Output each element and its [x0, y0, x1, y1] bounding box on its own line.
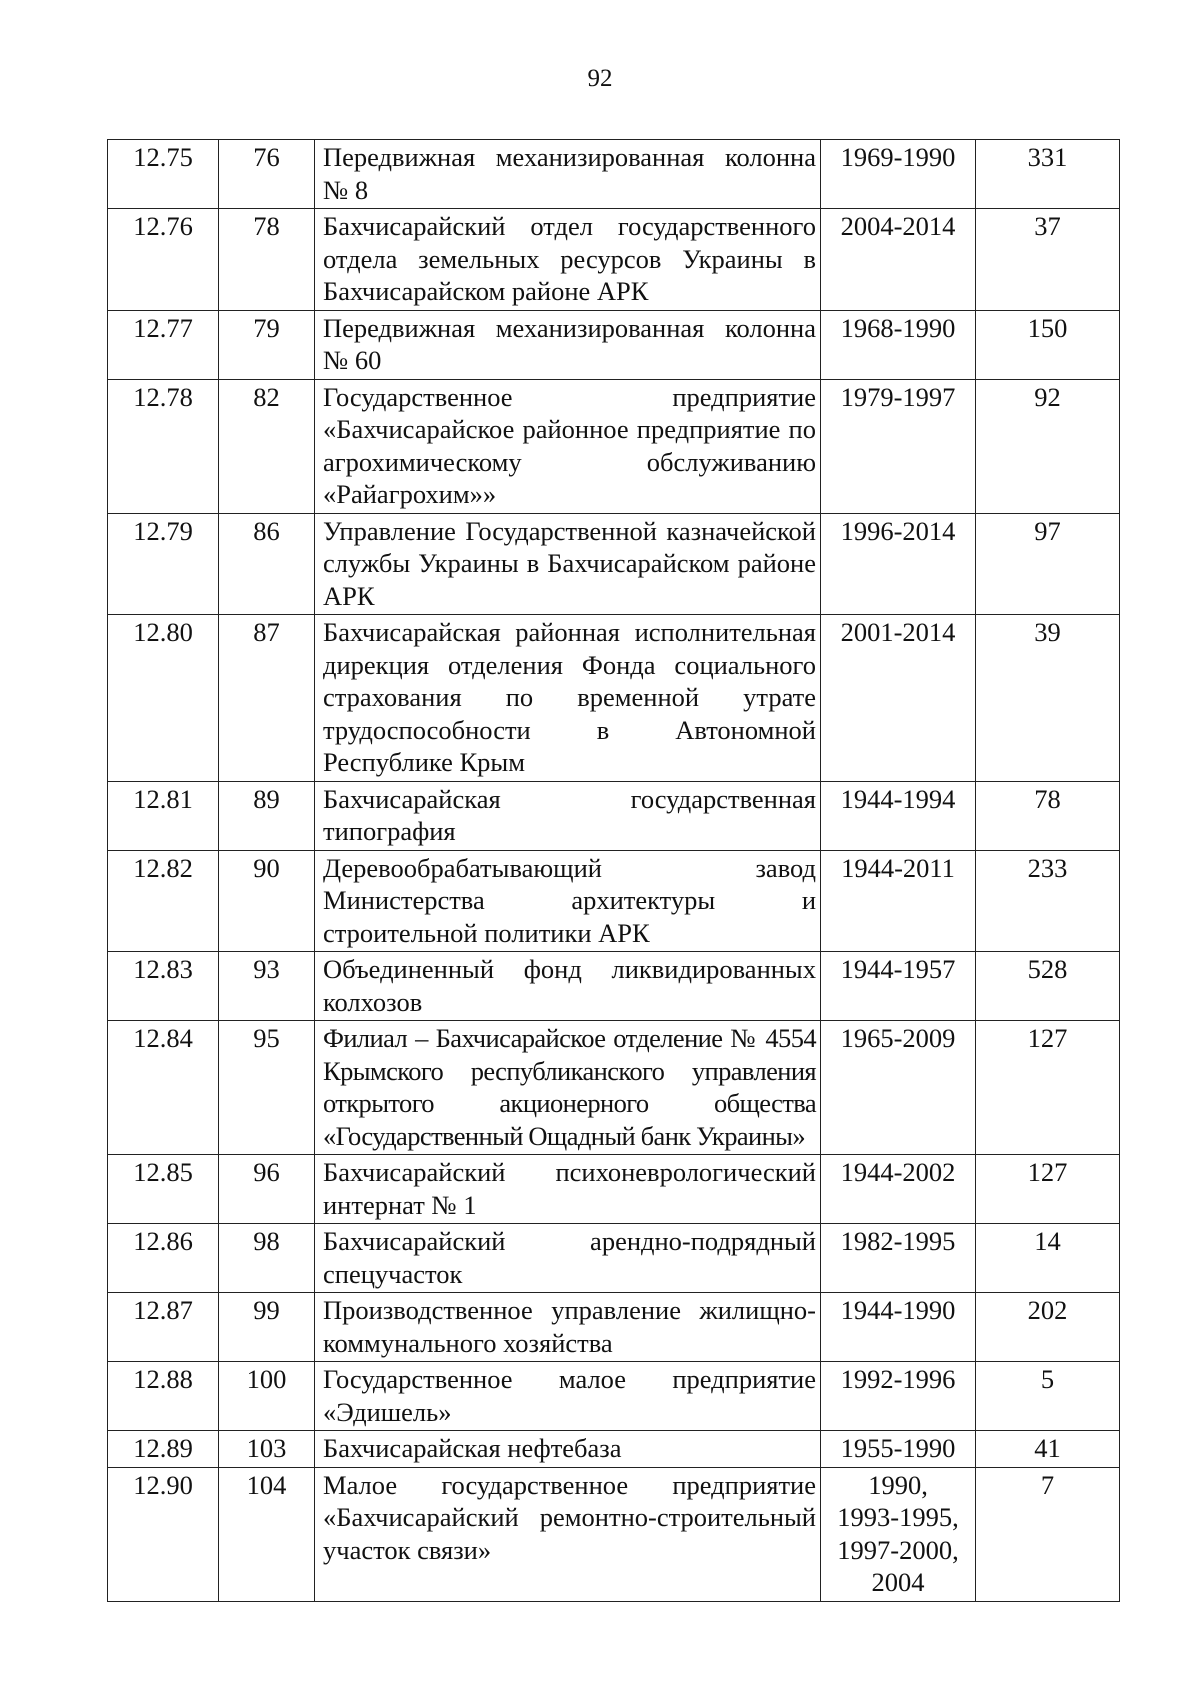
- file-count-cell: 127: [976, 1155, 1120, 1224]
- fund-name-cell: Бахчисарайский арендно-подрядный спецучасток: [315, 1224, 821, 1293]
- table-row: [108, 209, 1120, 311]
- fund-number-cell: 104: [219, 1467, 315, 1601]
- row-number-cell: 12.81: [108, 781, 219, 850]
- fund-number-cell: 89: [219, 781, 315, 850]
- fund-name-cell: Бахчисарайская нефтебаза: [315, 1431, 821, 1468]
- row-number-cell: 12.86: [108, 1224, 219, 1293]
- table-row: [108, 513, 1120, 615]
- fund-number-cell: 86: [219, 513, 315, 615]
- fund-number-cell: 87: [219, 615, 315, 782]
- fund-number-cell: 103: [219, 1431, 315, 1468]
- file-count-cell: 5: [976, 1362, 1120, 1431]
- date-range-cell: 2001-2014: [821, 615, 976, 782]
- file-count-cell: 202: [976, 1293, 1120, 1362]
- table-row: [108, 310, 1120, 379]
- fund-name-cell: Передвижная механизированная колонна № 8: [315, 140, 821, 209]
- file-count-cell: 37: [976, 209, 1120, 311]
- row-number-cell: 12.84: [108, 1021, 219, 1155]
- table-row: [108, 781, 1120, 850]
- fund-name-cell: Бахчисарайская государственная типография: [315, 781, 821, 850]
- page-number: 92: [587, 65, 613, 92]
- date-range-cell: 1944-2011: [821, 850, 976, 952]
- row-number-cell: 12.88: [108, 1362, 219, 1431]
- fund-number-cell: 78: [219, 209, 315, 311]
- date-range-cell: 1965-2009: [821, 1021, 976, 1155]
- row-number-cell: 12.75: [108, 140, 219, 209]
- table-row: [108, 1021, 1120, 1155]
- date-range-cell: 1968-1990: [821, 310, 976, 379]
- fund-number-cell: 96: [219, 1155, 315, 1224]
- date-range-cell: 1982-1995: [821, 1224, 976, 1293]
- date-range-cell: 1955-1990: [821, 1431, 976, 1468]
- file-count-cell: 41: [976, 1431, 1120, 1468]
- fund-name-cell: Бахчисарайский психоневрологический интернат № 1: [315, 1155, 821, 1224]
- table-row: [108, 1431, 1120, 1468]
- file-count-cell: 39: [976, 615, 1120, 782]
- row-number-cell: 12.80: [108, 615, 219, 782]
- fund-name-cell: Производственное управление жилищно-коммунального хозяйства: [315, 1293, 821, 1362]
- fund-number-cell: 90: [219, 850, 315, 952]
- fund-name-cell: Бахчисарайский отдел государственного отдела земельных ресурсов Украины в Бахчисарайском районе АРК: [315, 209, 821, 311]
- file-count-cell: 78: [976, 781, 1120, 850]
- table-row: [108, 850, 1120, 952]
- row-number-cell: 12.85: [108, 1155, 219, 1224]
- fund-name-cell: Деревообрабатывающий завод Министерства архитектуры и строительной политики АРК: [315, 850, 821, 952]
- file-count-cell: 528: [976, 952, 1120, 1021]
- row-number-cell: 12.83: [108, 952, 219, 1021]
- file-count-cell: 92: [976, 379, 1120, 513]
- date-range-cell: 1990, 1993-1995, 1997-2000, 2004: [821, 1467, 976, 1601]
- archive-funds-table: [107, 139, 1120, 1602]
- fund-number-cell: 93: [219, 952, 315, 1021]
- row-number-cell: 12.79: [108, 513, 219, 615]
- fund-name-cell: Малое государственное предприятие «Бахчисарайский ремонтно-строительный участок связи»: [315, 1467, 821, 1601]
- table-row: [108, 1155, 1120, 1224]
- date-range-cell: 1996-2014: [821, 513, 976, 615]
- file-count-cell: 150: [976, 310, 1120, 379]
- table-body: [108, 140, 1120, 1602]
- table-row: [108, 140, 1120, 209]
- table-row: [108, 1467, 1120, 1601]
- date-range-cell: 2004-2014: [821, 209, 976, 311]
- file-count-cell: 7: [976, 1467, 1120, 1601]
- table-row: [108, 1362, 1120, 1431]
- fund-number-cell: 82: [219, 379, 315, 513]
- file-count-cell: 331: [976, 140, 1120, 209]
- row-number-cell: 12.78: [108, 379, 219, 513]
- file-count-cell: 97: [976, 513, 1120, 615]
- fund-name-cell: Государственное предприятие «Бахчисарайское районное предприятие по агрохимическому обслуживанию «Райагрохим»»: [315, 379, 821, 513]
- fund-number-cell: 98: [219, 1224, 315, 1293]
- row-number-cell: 12.82: [108, 850, 219, 952]
- fund-name-cell: Объединенный фонд ликвидированных колхозов: [315, 952, 821, 1021]
- date-range-cell: 1944-1990: [821, 1293, 976, 1362]
- fund-number-cell: 95: [219, 1021, 315, 1155]
- fund-number-cell: 79: [219, 310, 315, 379]
- date-range-cell: 1979-1997: [821, 379, 976, 513]
- fund-name-cell: Бахчисарайская районная исполнительная дирекция отделения Фонда социального страхования по временной утрате трудоспособности в Автономной Республике Крым: [315, 615, 821, 782]
- fund-number-cell: 76: [219, 140, 315, 209]
- fund-name-cell: Филиал – Бахчисарайское отделение № 4554 Крымского республиканского управления открытого акционерного общества «Государственный Ощадный банк Украины»: [315, 1021, 821, 1155]
- table-row: [108, 1224, 1120, 1293]
- row-number-cell: 12.87: [108, 1293, 219, 1362]
- fund-number-cell: 100: [219, 1362, 315, 1431]
- table-row: [108, 379, 1120, 513]
- row-number-cell: 12.77: [108, 310, 219, 379]
- table-row: [108, 1293, 1120, 1362]
- row-number-cell: 12.89: [108, 1431, 219, 1468]
- date-range-cell: 1992-1996: [821, 1362, 976, 1431]
- table-row: [108, 615, 1120, 782]
- file-count-cell: 127: [976, 1021, 1120, 1155]
- date-range-cell: 1944-2002: [821, 1155, 976, 1224]
- row-number-cell: 12.76: [108, 209, 219, 311]
- date-range-cell: 1944-1994: [821, 781, 976, 850]
- fund-name-cell: Передвижная механизированная колонна № 60: [315, 310, 821, 379]
- file-count-cell: 14: [976, 1224, 1120, 1293]
- table-row: [108, 952, 1120, 1021]
- fund-number-cell: 99: [219, 1293, 315, 1362]
- row-number-cell: 12.90: [108, 1467, 219, 1601]
- date-range-cell: 1969-1990: [821, 140, 976, 209]
- fund-name-cell: Государственное малое предприятие «Эдишель»: [315, 1362, 821, 1431]
- fund-name-cell: Управление Государственной казначейской службы Украины в Бахчисарайском районе АРК: [315, 513, 821, 615]
- date-range-cell: 1944-1957: [821, 952, 976, 1021]
- file-count-cell: 233: [976, 850, 1120, 952]
